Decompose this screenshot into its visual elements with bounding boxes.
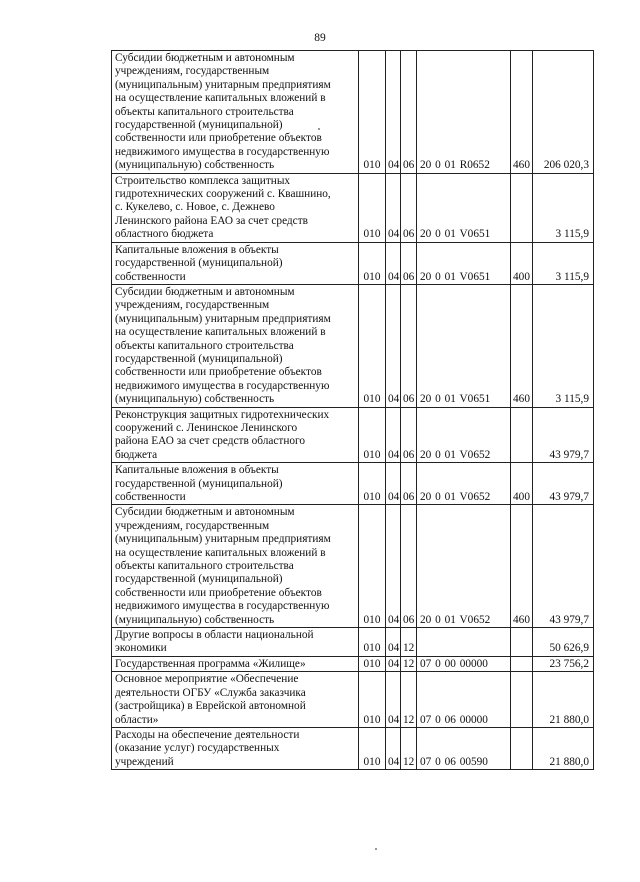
description-line: (муниципальную) собственность — [115, 159, 275, 172]
table-row — [112, 628, 594, 657]
table-body — [112, 51, 594, 770]
row-description — [112, 656, 359, 671]
subsection-code: 06 — [401, 242, 417, 284]
description-line: недвижимого имущества в государственную — [115, 379, 330, 392]
description-line: с. Кукелево, с. Новое, с. Дежнево — [115, 201, 275, 214]
description-line: на осуществление капитальных вложений в — [115, 546, 326, 559]
row-description — [112, 407, 359, 463]
table-row — [112, 727, 594, 769]
description-line: областного бюджета — [115, 228, 214, 241]
description-line: собственности или приобретение объектов — [115, 132, 322, 145]
amount-value: 43 979,7 — [533, 407, 594, 463]
table-row — [112, 242, 594, 284]
target-article-code: 20 0 01 V0651 — [417, 284, 511, 407]
amount-value: 3 115,9 — [533, 242, 594, 284]
description-line: собственности — [115, 270, 186, 283]
section-code: 04 — [386, 173, 401, 242]
subsection-code: 12 — [401, 727, 417, 769]
section-code: 04 — [386, 727, 401, 769]
amount-value: 3 115,9 — [533, 173, 594, 242]
description-line: Субсидии бюджетным и автономным — [115, 52, 295, 64]
description-line: области» — [115, 713, 159, 726]
description-line: бюджета — [115, 448, 158, 461]
target-article-code — [417, 628, 511, 657]
description-line: собственности или приобретение объектов — [115, 366, 322, 379]
subsection-code: 06 — [401, 284, 417, 407]
amount-value: 43 979,7 — [533, 463, 594, 505]
description-line: государственной (муниципальной) — [115, 119, 283, 132]
ministry-code: 010 — [359, 505, 386, 628]
description-line: объекты капитального строительства — [115, 560, 294, 573]
amount-value: 206 020,3 — [533, 51, 594, 174]
subsection-code: 06 — [401, 173, 417, 242]
target-article-code: 07 0 06 00590 — [417, 727, 511, 769]
description-line: государственной (муниципальной) — [115, 257, 283, 270]
row-description — [112, 51, 359, 174]
description-line: Реконструкция защитных гидротехнических — [115, 408, 330, 421]
budget-table — [111, 50, 594, 770]
target-article-code: 20 0 01 V0651 — [417, 242, 511, 284]
amount-value: 50 626,9 — [533, 628, 594, 657]
table-row — [112, 656, 594, 671]
description-line: государственной (муниципальной) — [115, 573, 283, 586]
description-line: учреждениям, государственным — [115, 519, 270, 532]
ministry-code: 010 — [359, 284, 386, 407]
amount-value: 21 880,0 — [533, 672, 594, 728]
description-line: Основное мероприятие «Обеспечение — [115, 673, 299, 686]
description-line: государственной (муниципальной) — [115, 477, 283, 490]
row-description — [112, 242, 359, 284]
section-code: 04 — [386, 628, 401, 657]
row-description — [112, 727, 359, 769]
ministry-code: 010 — [359, 672, 386, 728]
table-row — [112, 173, 594, 242]
expense-type-code: 460 — [511, 51, 533, 174]
description-line: учреждений — [115, 755, 174, 768]
target-article-code: 07 0 00 00000 — [417, 656, 511, 671]
description-line: Расходы на обеспечение деятельности — [115, 728, 300, 741]
table-row — [112, 463, 594, 505]
subsection-code: 12 — [401, 672, 417, 728]
description-line: Ленинского района ЕАО за счет средств — [115, 214, 308, 227]
description-line: учреждениям, государственным — [115, 299, 270, 312]
subsection-code: 06 — [401, 463, 417, 505]
ministry-code: 010 — [359, 656, 386, 671]
expense-type-code: 400 — [511, 242, 533, 284]
subsection-code: 12 — [401, 628, 417, 657]
description-line: экономики — [115, 642, 167, 655]
subsection-code: 06 — [401, 407, 417, 463]
amount-value: 23 756,2 — [533, 656, 594, 671]
target-article-code: 20 0 01 R0652 — [417, 51, 511, 174]
description-line: Субсидии бюджетным и автономным — [115, 506, 295, 519]
ministry-code: 010 — [359, 463, 386, 505]
description-line: Другие вопросы в области национальной — [115, 629, 314, 642]
subsection-code: 06 — [401, 51, 417, 174]
description-line: Строительство комплекса защитных — [115, 174, 291, 187]
ministry-code: 010 — [359, 727, 386, 769]
expense-type-code — [511, 173, 533, 242]
amount-value: 3 115,9 — [533, 284, 594, 407]
expense-type-code — [511, 628, 533, 657]
description-line: недвижимого имущества в государственную — [115, 145, 330, 158]
amount-value: 43 979,7 — [533, 505, 594, 628]
description-line: недвижимого имущества в государственную — [115, 600, 330, 613]
row-description — [112, 463, 359, 505]
description-line: Капитальные вложения в объекты — [115, 243, 279, 256]
description-line: (оказание услуг) государственных — [115, 742, 280, 755]
section-code: 04 — [386, 463, 401, 505]
table-row — [112, 284, 594, 407]
scan-speck — [318, 128, 320, 130]
description-line: Капитальные вложения в объекты — [115, 464, 279, 477]
row-description — [112, 628, 359, 657]
description-line: объекты капитального строительства — [115, 105, 294, 118]
section-code: 04 — [386, 407, 401, 463]
subsection-code: 12 — [401, 656, 417, 671]
section-code: 04 — [386, 242, 401, 284]
row-description — [112, 284, 359, 407]
ministry-code: 010 — [359, 628, 386, 657]
section-code: 04 — [386, 51, 401, 174]
expense-type-code — [511, 407, 533, 463]
expense-type-code: 460 — [511, 284, 533, 407]
description-line: учреждениям, государственным — [115, 65, 270, 78]
description-line: государственной (муниципальной) — [115, 352, 283, 365]
expense-type-code: 460 — [511, 505, 533, 628]
description-line: (муниципальную) собственность — [115, 393, 275, 406]
description-line: собственности или приобретение объектов — [115, 586, 322, 599]
section-code: 04 — [386, 672, 401, 728]
target-article-code: 07 0 06 00000 — [417, 672, 511, 728]
description-line: Государственная программа «Жилище» — [115, 657, 306, 670]
amount-value: 21 880,0 — [533, 727, 594, 769]
table-row — [112, 505, 594, 628]
scan-speck — [375, 848, 377, 850]
description-line: (муниципальную) собственность — [115, 613, 275, 626]
table-row — [112, 672, 594, 728]
table-row — [112, 51, 594, 174]
expense-type-code — [511, 656, 533, 671]
ministry-code: 010 — [359, 173, 386, 242]
description-line: (муниципальным) унитарным предприятиям — [115, 312, 331, 325]
page-number: 89 — [314, 32, 326, 44]
subsection-code: 06 — [401, 505, 417, 628]
description-line: (муниципальным) унитарным предприятиям — [115, 78, 331, 91]
target-article-code: 20 0 01 V0652 — [417, 463, 511, 505]
row-description — [112, 672, 359, 728]
table-row — [112, 407, 594, 463]
ministry-code: 010 — [359, 242, 386, 284]
ministry-code: 010 — [359, 51, 386, 174]
description-line: объекты капитального строительства — [115, 339, 294, 352]
target-article-code: 20 0 01 V0651 — [417, 173, 511, 242]
row-description — [112, 173, 359, 242]
description-line: гидротехнических сооружений с. Квашнино, — [115, 188, 331, 201]
expense-type-code — [511, 727, 533, 769]
description-line: района ЕАО за счет средств областного — [115, 435, 306, 448]
target-article-code: 20 0 01 V0652 — [417, 407, 511, 463]
description-line: собственности — [115, 491, 186, 503]
description-line: деятельности ОГБУ «Служба заказчика — [115, 686, 306, 699]
section-code: 04 — [386, 505, 401, 628]
description-line: Субсидии бюджетным и автономным — [115, 285, 295, 298]
description-line: сооружений с. Ленинское Ленинского — [115, 421, 298, 434]
expense-type-code — [511, 672, 533, 728]
description-line: (застройщика) в Еврейской автономной — [115, 700, 306, 713]
section-code: 04 — [386, 656, 401, 671]
expense-type-code: 400 — [511, 463, 533, 505]
target-article-code: 20 0 01 V0652 — [417, 505, 511, 628]
description-line: на осуществление капитальных вложений в — [115, 92, 326, 105]
description-line: (муниципальным) унитарным предприятиям — [115, 533, 331, 546]
row-description — [112, 505, 359, 628]
section-code: 04 — [386, 284, 401, 407]
description-line: на осуществление капитальных вложений в — [115, 326, 326, 339]
ministry-code: 010 — [359, 407, 386, 463]
